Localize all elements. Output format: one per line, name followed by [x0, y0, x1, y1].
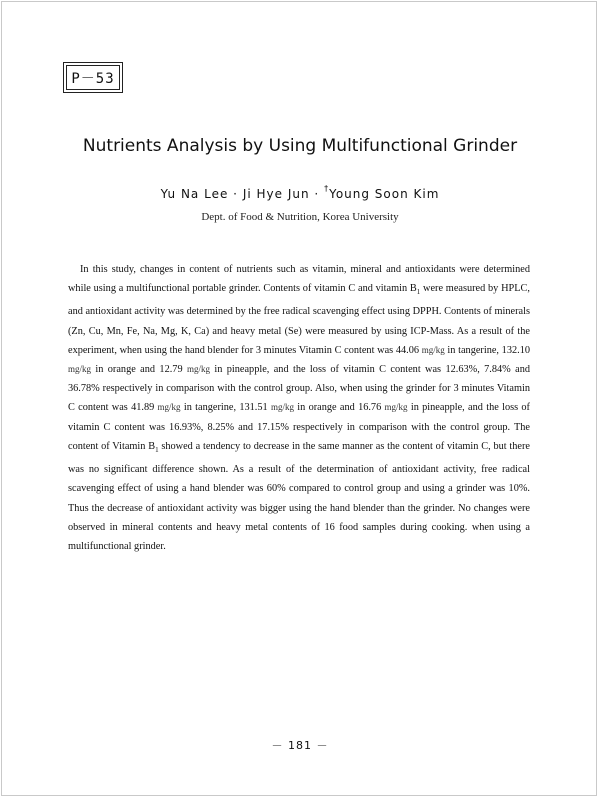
unit-label: mg/kg: [384, 402, 408, 413]
session-code-box: [63, 62, 123, 93]
author-name: Young Soon Kim: [329, 187, 440, 201]
abstract-text: in pineapple, and the loss of vitamin C content was 12.63%, 7.84% and 36.78% respectively in comparison with the control group. Also, when using the grinder for 3 minutes Vitamin C content was 41.89: [68, 364, 530, 414]
subscript: 1: [416, 288, 421, 297]
author-name: Yu Na Lee: [160, 187, 229, 201]
abstract-text: in orange and 12.79: [91, 364, 187, 376]
abstract-text: in tangerine, 131.51: [180, 402, 271, 414]
paper-title: Nutrients Analysis by Using Multifunctional Grinder: [82, 136, 518, 156]
corresponding-author-mark: †: [324, 184, 330, 193]
author-separator: ·: [314, 187, 320, 201]
unit-label: mg/kg: [157, 402, 181, 413]
abstract-text: in tangerine, 132.10: [444, 344, 530, 356]
session-code: P－53: [66, 65, 120, 90]
unit-label: mg/kg: [186, 364, 210, 375]
author-list: [0, 186, 600, 201]
page-number: － 181 －: [271, 739, 329, 752]
unit-label: mg/kg: [421, 344, 445, 355]
author-name: Ji Hye Jun: [242, 187, 310, 201]
unit-label: mg/kg: [68, 364, 92, 375]
abstract-text: In this study, changes in content of nutrients such as vitamin, mineral and antioxidants were determined while using a multifunctional portable grinder. Contents of vitamin C and vitamin B: [68, 264, 530, 295]
abstract-text: were measured by HPLC, and antioxidant activity was determined by the free radical scavenging effect using DPPH. Contents of minerals (Zn, Cu, Mn, Fe, Na, Mg, K, Ca) and heavy metal (Se) were measured by using ICP-Mass. As a result of the experiment, when using the hand blender for 3 minutes Vitamin C content was 44.06: [68, 283, 531, 356]
abstract-body: [68, 260, 530, 556]
unit-label: mg/kg: [270, 402, 294, 413]
affiliation: Dept. of Food & Nutrition, Korea University: [201, 211, 399, 223]
abstract-paragraph: [68, 260, 530, 556]
abstract-text: in orange and 16.76: [293, 402, 385, 414]
abstract-text: showed a tendency to decrease in the same manner as the content of vitamin C, but there was no significant difference shown. As a result of the determination of antioxidant activity, free radical scavenging effect of using a hand blender was 60% compared to control group and using a grinder was 10%. Thus the decrease of antioxidant activity was bigger using the hand blender than the grinder. No changes were observed in mineral contents and heavy metal contents of 16 food samples during cooking. when using a multifunctional grinder.: [68, 440, 530, 552]
abstract-text: in pineapple, and the loss of vitamin C content was 16.93%, 8.25% and 17.15% respectively in comparison with the control group. The content of Vitamin B: [68, 402, 530, 452]
subscript: 1: [155, 445, 159, 454]
author-separator: ·: [233, 187, 238, 201]
